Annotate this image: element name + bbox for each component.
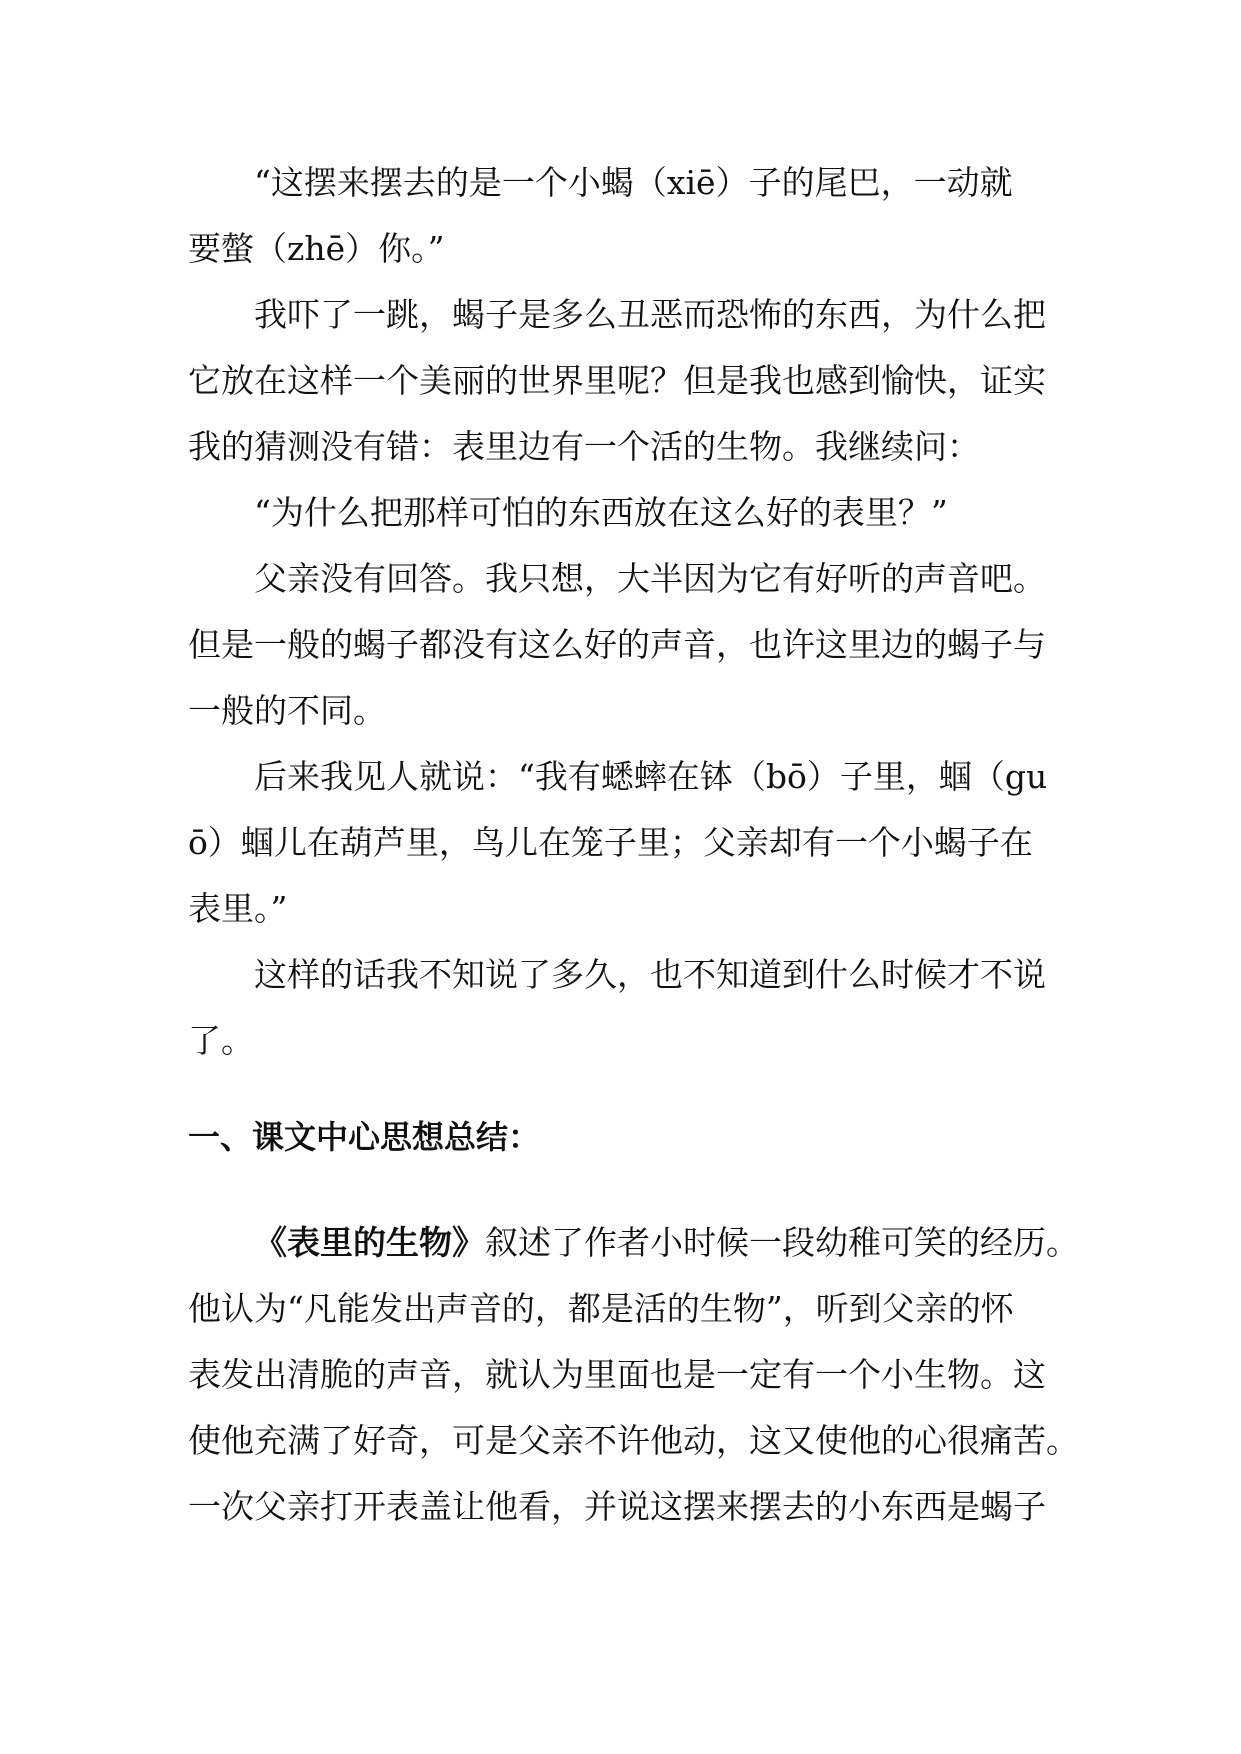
text-line: 我吓了一跳，蝎子是多么丑恶而恐怖的东西，为什么把 [254, 295, 1046, 334]
text-line: 后来我见人就说：“我有蟋蟀在钵（bō）子里，蝈（gu [254, 757, 1048, 796]
text-line: 他认为“凡能发出声音的，都是活的生物”，听到父亲的怀 [188, 1289, 1014, 1328]
document-body [188, 150, 1079, 1540]
text-line: “为什么把那样可怕的东西放在这么好的表里？” [254, 493, 948, 532]
story-paragraph-6 [188, 942, 1058, 1074]
text-line [188, 1210, 1079, 1276]
text-line: 但是一般的蝎子都没有这么好的声音，也许这里边的蝎子与 [188, 625, 1046, 664]
story-paragraph-4 [188, 546, 1058, 744]
story-paragraph-1 [188, 150, 1058, 282]
text-line: 一次父亲打开表盖让他看，并说这摆来摆去的小东西是蝎子 [188, 1487, 1046, 1526]
summary-text: 叙述了作者小时候一段幼稚可笑的经历。 [485, 1223, 1079, 1262]
book-title: 《表里的生物》 [254, 1223, 485, 1262]
text-line: 表里。” [188, 889, 288, 928]
text-line: 表发出清脆的声音，就认为里面也是一定有一个小生物。这 [188, 1355, 1046, 1394]
text-line: 要螫（zhē）你。” [188, 229, 445, 268]
story-paragraph-3 [188, 480, 1058, 546]
text-line: 这样的话我不知说了多久，也不知道到什么时候才不说 [254, 955, 1046, 994]
text-line: 我的猜测没有错：表里边有一个活的生物。我继续问： [188, 427, 980, 466]
story-paragraph-5 [188, 744, 1058, 942]
text-line: 父亲没有回答。我只想，大半因为它有好听的声音吧。 [254, 559, 1046, 598]
text-line: 了。 [188, 1021, 254, 1060]
text-line: “这摆来摆去的是一个小蝎（xiē）子的尾巴，一动就 [254, 163, 1013, 202]
summary-paragraph [188, 1210, 1079, 1540]
story-paragraph-2 [188, 282, 1058, 480]
text-line: 使他充满了好奇，可是父亲不许他动，这又使他的心很痛苦。 [188, 1421, 1079, 1460]
text-line: 一般的不同。 [188, 691, 386, 730]
section-heading: 一、课文中心思想总结： [188, 1118, 541, 1156]
text-line: ō）蝈儿在葫芦里，鸟儿在笼子里；父亲却有一个小蝎子在 [188, 823, 1033, 862]
text-line: 它放在这样一个美丽的世界里呢？但是我也感到愉快，证实 [188, 361, 1046, 400]
